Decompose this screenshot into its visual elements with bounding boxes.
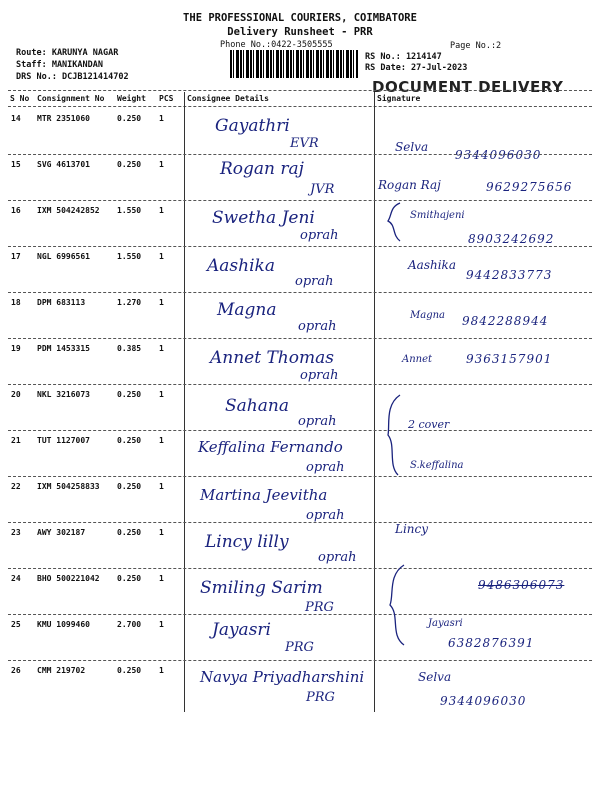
row-pcs: 1 xyxy=(159,666,164,675)
row-sno: 17 xyxy=(11,252,21,261)
consignee-sub: PRG xyxy=(305,600,334,615)
row-consignment: PDM 1453315 xyxy=(37,344,90,353)
handwritten-brackets xyxy=(360,195,600,715)
row-sno: 21 xyxy=(11,436,21,445)
row-weight: 0.250 xyxy=(117,114,142,123)
barcode xyxy=(230,50,358,78)
signature-mark: Aashika xyxy=(408,258,456,272)
row-weight: 0.250 xyxy=(117,482,142,491)
row-pcs: 1 xyxy=(159,436,164,445)
consignee-name: Aashika xyxy=(207,256,275,276)
signature-phone: 9842288944 xyxy=(462,314,549,328)
row-sno: 23 xyxy=(11,528,21,537)
bracket-mark xyxy=(388,203,400,241)
row-weight: 0.385 xyxy=(117,344,142,353)
consignee-sub: oprah xyxy=(298,319,337,334)
company-title: THE PROFESSIONAL COURIERS, COIMBATORE xyxy=(183,12,417,24)
signature-mark: Lincy xyxy=(395,522,429,536)
row-consignment: SVG 4613701 xyxy=(37,160,90,169)
row-sno: 14 xyxy=(11,114,21,123)
row-weight: 1.270 xyxy=(117,298,142,307)
row-sno: 25 xyxy=(11,620,21,629)
consignee-sub: PRG xyxy=(306,690,335,705)
signature-mark: Smithajeni xyxy=(410,210,465,221)
consignee-name: Gayathri xyxy=(215,116,290,136)
consignee-sub: oprah xyxy=(318,550,357,565)
row-weight: 0.250 xyxy=(117,666,142,675)
signature-mark: Selva xyxy=(418,670,452,684)
staff: Staff: MANIKANDAN xyxy=(16,60,103,70)
row-weight: 2.700 xyxy=(117,620,142,629)
col-pcs: PCS xyxy=(159,94,174,103)
row-consignment: NKL 3216073 xyxy=(37,390,90,399)
row-consignment: BHO 500221042 xyxy=(37,574,100,583)
row-consignment: IXM 504242852 xyxy=(37,206,100,215)
col-sno: S No xyxy=(10,94,30,103)
row-pcs: 1 xyxy=(159,252,164,261)
signature-mark: Magna xyxy=(410,310,446,321)
runsheet-title: Delivery Runsheet - PRR xyxy=(227,26,373,38)
row-consignment: CMM 219702 xyxy=(37,666,86,675)
signature-phone: 9629275656 xyxy=(486,180,573,194)
signature-mark: Selva xyxy=(395,140,429,154)
consignee-name: Martina Jeevitha xyxy=(200,486,328,504)
row-consignment: AWY 302187 xyxy=(37,528,86,537)
row-pcs: 1 xyxy=(159,298,164,307)
signature-phone: 6382876391 xyxy=(448,636,535,650)
consignee-name: Magna xyxy=(217,300,277,320)
row-pcs: 1 xyxy=(159,114,164,123)
row-pcs: 1 xyxy=(159,344,164,353)
row-weight: 0.250 xyxy=(117,574,142,583)
bracket-mark xyxy=(390,565,404,645)
row-consignment: KMU 1099460 xyxy=(37,620,90,629)
consignee-name: Navya Priyadharshini xyxy=(200,668,365,686)
row-sno: 16 xyxy=(11,206,21,215)
col-weight: Weight xyxy=(117,94,146,103)
phone-number: Phone No.:0422-3505555 xyxy=(220,40,333,50)
row-pcs: 1 xyxy=(159,390,164,399)
row-sno: 24 xyxy=(11,574,21,583)
consignee-sub: JVR xyxy=(310,182,335,197)
header-rule-top xyxy=(8,90,592,91)
row-consignment: TUT 1127007 xyxy=(37,436,90,445)
document-delivery-stamp: DOCUMENT DELIVERY xyxy=(372,78,564,96)
row-sno: 19 xyxy=(11,344,21,353)
consignee-sub: oprah xyxy=(300,368,339,383)
consignee-name: Annet Thomas xyxy=(210,348,334,368)
col-consignee: Consignee Details xyxy=(187,94,269,103)
row-weight: 1.550 xyxy=(117,206,142,215)
bracket-mark xyxy=(388,395,400,475)
row-weight: 0.250 xyxy=(117,436,142,445)
row-sno: 26 xyxy=(11,666,21,675)
consignee-name: Swetha Jeni xyxy=(212,208,315,228)
row-pcs: 1 xyxy=(159,528,164,537)
row-sno: 20 xyxy=(11,390,21,399)
table-row xyxy=(0,154,600,200)
signature-phone: 9486306073 xyxy=(478,578,565,592)
table-row xyxy=(0,108,600,162)
consignee-sub: oprah xyxy=(300,228,339,243)
consignee-name: Jayasri xyxy=(212,620,271,640)
signature-mark: S.keffalina xyxy=(410,460,464,471)
signature-phone: 9363157901 xyxy=(466,352,553,366)
consignee-name: Keffalina Fernando xyxy=(198,438,343,456)
row-pcs: 1 xyxy=(159,574,164,583)
row-pcs: 1 xyxy=(159,206,164,215)
consignee-name: Smiling Sarim xyxy=(200,578,323,598)
consignee-sub: EVR xyxy=(290,136,319,151)
rs-number: RS No.: 1214147 xyxy=(365,52,442,62)
signature-phone: 9442833773 xyxy=(466,268,553,282)
row-weight: 0.250 xyxy=(117,528,142,537)
row-consignment: DPM 683113 xyxy=(37,298,86,307)
signature-mark: Annet xyxy=(402,354,433,365)
route: Route: KARUNYA NAGAR xyxy=(16,48,119,58)
signature-phone: 8903242692 xyxy=(468,232,555,246)
row-pcs: 1 xyxy=(159,482,164,491)
drs-number: DRS No.: DCJB121414702 xyxy=(16,72,129,82)
rs-date: RS Date: 27-Jul-2023 xyxy=(365,63,468,73)
row-pcs: 1 xyxy=(159,160,164,169)
row-sno: 15 xyxy=(11,160,21,169)
col-consignment: Consignment No xyxy=(37,94,105,103)
row-pcs: 1 xyxy=(159,620,164,629)
page-number: Page No.:2 xyxy=(450,41,502,51)
consignee-sub: PRG xyxy=(285,640,314,655)
signature-phone: 9344096030 xyxy=(440,694,527,708)
col-signature: Signature xyxy=(377,94,421,103)
consignee-sub: oprah xyxy=(306,460,345,475)
consignee-name: Lincy lilly xyxy=(205,532,289,552)
row-consignment: IXM 504258833 xyxy=(37,482,100,491)
header-rule-bottom xyxy=(8,106,592,107)
signature-mark: Jayasri xyxy=(428,618,463,629)
row-weight: 0.250 xyxy=(117,390,142,399)
row-weight: 1.550 xyxy=(117,252,142,261)
row-weight: 0.250 xyxy=(117,160,142,169)
row-consignment: MTR 2351060 xyxy=(37,114,90,123)
consignee-name: Sahana xyxy=(225,396,289,416)
consignee-sub: oprah xyxy=(295,274,334,289)
signature-mark: Rogan Raj xyxy=(378,178,441,192)
consignee-sub: oprah xyxy=(298,414,337,429)
row-consignment: NGL 6996561 xyxy=(37,252,90,261)
cover-note: 2 cover xyxy=(408,418,450,431)
row-sno: 22 xyxy=(11,482,21,491)
consignee-sub: oprah xyxy=(306,508,345,523)
consignee-name: Rogan raj xyxy=(220,159,304,179)
signature-phone: 9344096030 xyxy=(455,148,542,162)
row-sno: 18 xyxy=(11,298,21,307)
